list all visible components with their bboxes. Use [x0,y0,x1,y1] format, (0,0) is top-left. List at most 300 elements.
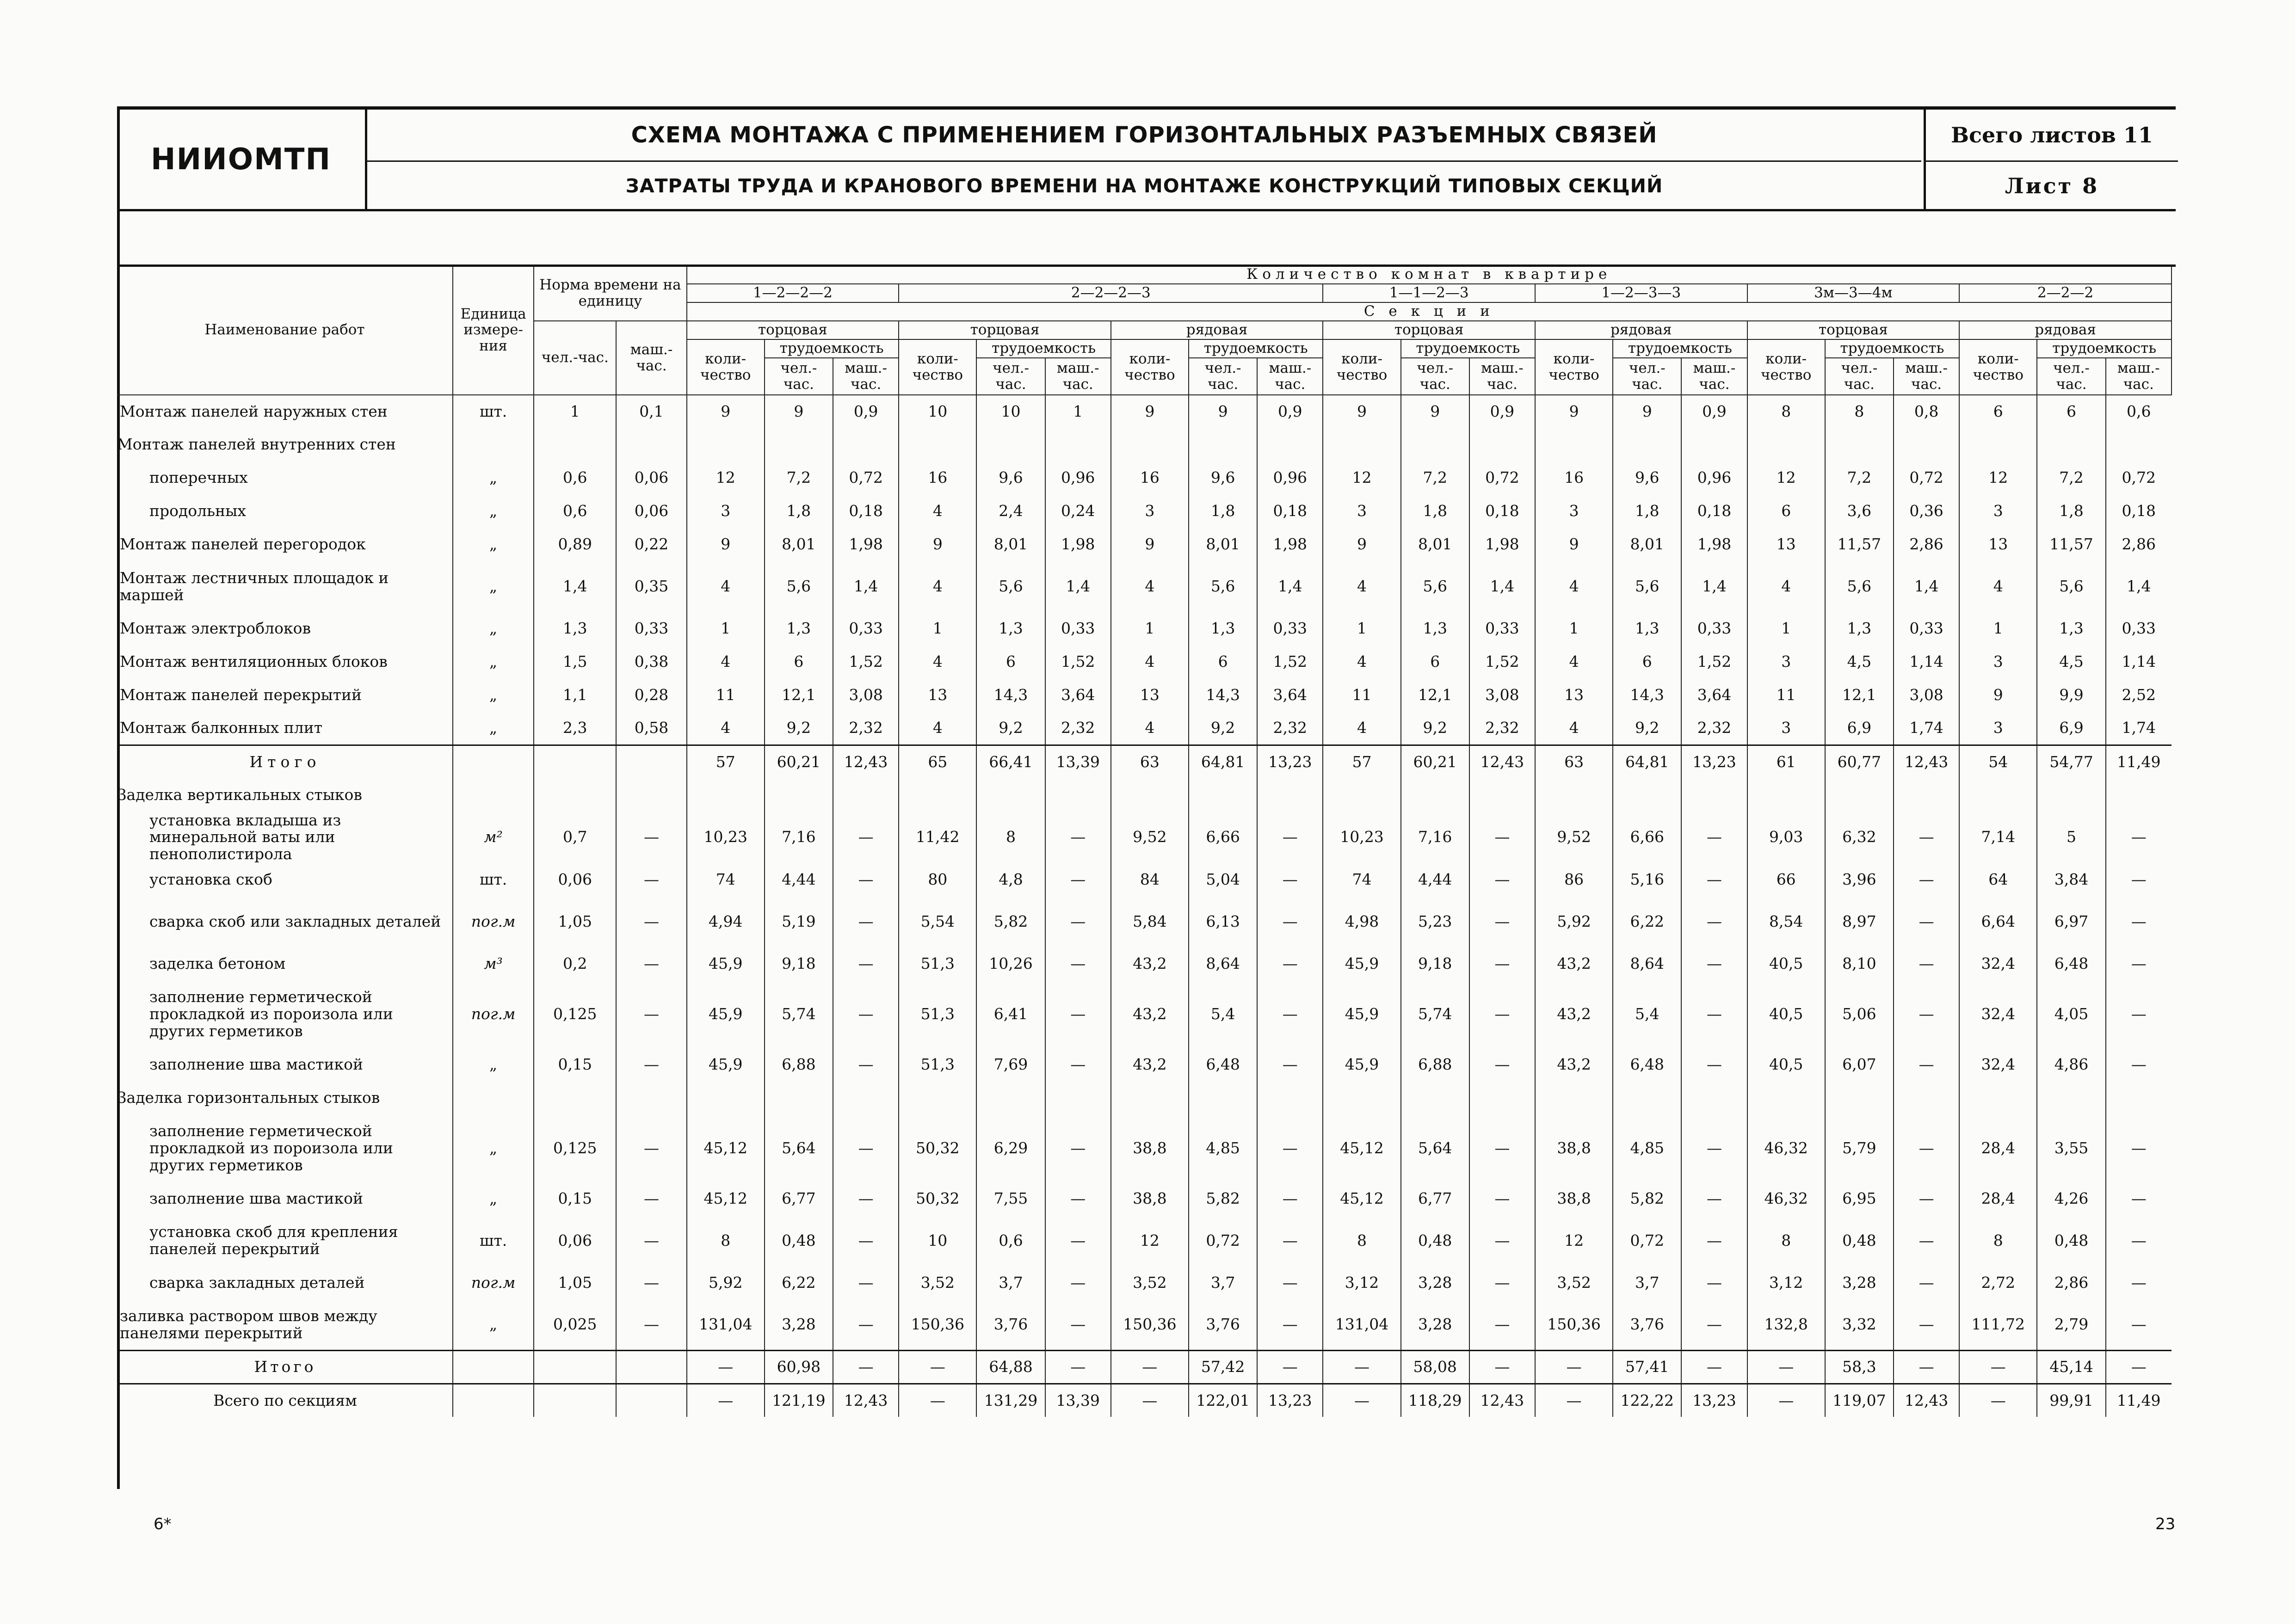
work-name: установка вкладыша из минеральной ваты или пенополистирола [149,812,341,863]
value-cell: 9 [765,395,833,428]
col-work-name: Наименование работ [117,265,453,395]
work-name: заливка раствором швов между панелями перекрытий [120,1306,377,1342]
value-cell: 7,16 [1401,812,1469,863]
work-name: Монтаж панелей внутренних стен [117,435,396,454]
unit [453,745,534,779]
value-cell: 2,32 [1257,712,1323,745]
value-cell: 3 [1959,495,2037,528]
table-row [117,1215,2172,1266]
value-cell: 4,98 [1323,896,1400,947]
man-hours-header: чел.-час. [1825,358,1894,395]
value-cell: — [1045,1299,1111,1350]
value-cell: 8,97 [1825,896,1894,947]
norm-man: 2,3 [534,712,616,745]
value-cell: 1,52 [1469,646,1535,679]
value-cell [1535,1081,1613,1114]
value-cell: — [1045,1350,1111,1384]
norm-man: 0,06 [534,863,616,896]
value-cell: 45,9 [687,947,765,980]
norm-man: 0,6 [534,495,616,528]
man-hours-header: чел.-час. [1613,358,1681,395]
value-cell: 0,9 [1257,395,1323,428]
labor-header: трудоемкость [765,339,899,358]
work-name: Итого [117,1350,453,1384]
value-cell: 12,43 [1894,745,1959,779]
value-cell: 131,04 [687,1299,765,1350]
value-cell: 7,55 [976,1182,1045,1215]
value-cell: 13,23 [1681,745,1747,779]
value-cell: — [1045,1182,1111,1215]
unit: м³ [453,947,534,980]
value-cell: 9,2 [1401,712,1469,745]
sheet-number: Лист 8 [1924,162,2178,210]
value-cell: 5,4 [1613,980,1681,1048]
value-cell [1401,779,1469,812]
unit [453,779,534,812]
value-cell: 3,28 [1401,1299,1469,1350]
value-cell: 7,16 [765,812,833,863]
value-cell: 5,6 [2037,561,2105,612]
value-cell: 6 [1189,646,1257,679]
value-cell: 45,12 [1323,1182,1400,1215]
value-cell: 3,12 [1747,1266,1825,1299]
value-cell: 43,2 [1535,947,1613,980]
value-cell: — [1045,863,1111,896]
value-cell: 9,18 [1401,947,1469,980]
value-cell: 11,42 [899,812,976,863]
value-cell: 9 [1323,395,1400,428]
norm-man: 0,6 [534,461,616,495]
value-cell: 2,86 [2037,1266,2105,1299]
value-cell: — [1894,1299,1959,1350]
value-cell: 9 [899,528,976,561]
value-cell: 4 [899,495,976,528]
value-cell: 43,2 [1535,980,1613,1048]
value-cell [1189,428,1257,461]
value-cell: 3,84 [2037,863,2105,896]
norm-man: 1,05 [534,896,616,947]
value-cell: 51,3 [899,947,976,980]
value-cell: 12 [1747,461,1825,495]
value-cell: — [1257,1266,1323,1299]
value-cell: — [687,1350,765,1384]
value-cell: 1 [1535,612,1613,646]
value-cell: 74 [687,863,765,896]
value-cell: 8,10 [1825,947,1894,980]
norm-man: 0,7 [534,812,616,863]
norm-man: 1,05 [534,1266,616,1299]
value-cell: 5,6 [1189,561,1257,612]
value-cell [1111,428,1189,461]
value-cell: — [2106,1048,2172,1081]
norm-man [534,1350,616,1384]
value-cell: 12,1 [765,679,833,712]
value-cell: 9 [1189,395,1257,428]
value-cell: — [1111,1350,1189,1384]
value-cell: — [1257,1114,1323,1182]
value-cell: 11 [1323,679,1400,712]
value-cell: 5,82 [1613,1182,1681,1215]
value-cell: — [1469,1114,1535,1182]
value-cell: 66 [1747,863,1825,896]
norm-man: 0,025 [534,1299,616,1350]
value-cell: 3,96 [1825,863,1894,896]
value-cell: 4 [1323,561,1400,612]
value-cell: 6 [2037,395,2105,428]
value-cell: 3 [687,495,765,528]
value-cell: 1,3 [1189,612,1257,646]
man-hours-header: чел.-час. [765,358,833,395]
value-cell: 3 [1747,646,1825,679]
value-cell [1323,1081,1400,1114]
value-cell: 6,48 [2037,947,2105,980]
value-cell: 9 [1535,528,1613,561]
value-cell: 6,13 [1189,896,1257,947]
table-row [117,395,2172,428]
value-cell: — [1469,896,1535,947]
value-cell [1469,779,1535,812]
unit: пог.м [453,980,534,1048]
col-norm: Норма времени на единицу [534,265,686,321]
rooms-group: 1—2—3—3 [1535,284,1747,302]
value-cell: 6,64 [1959,896,2037,947]
man-hours-header: чел.-час. [1189,358,1257,395]
value-cell: 63 [1111,745,1189,779]
value-cell [687,779,765,812]
value-cell: 10 [976,395,1045,428]
value-cell: 12 [1323,461,1400,495]
qty-header: коли-чество [687,339,765,395]
value-cell [765,779,833,812]
value-cell: 4,26 [2037,1182,2105,1215]
value-cell: — [2106,1114,2172,1182]
value-cell: — [1045,1215,1111,1266]
value-cell: 0,72 [2106,461,2172,495]
value-cell: 10,23 [1323,812,1400,863]
value-cell: 0,48 [1825,1215,1894,1266]
work-name: заполнение шва мастикой [149,1189,364,1207]
value-cell: — [2106,1215,2172,1266]
work-name: сварка закладных деталей [149,1273,365,1292]
man-hours-header: чел.-час. [976,358,1045,395]
work-name: заделка бетоном [149,954,286,972]
value-cell: 4 [1747,561,1825,612]
norm-machine: — [616,1048,686,1081]
norm-machine: — [616,812,686,863]
value-cell: 5,82 [1189,1182,1257,1215]
value-cell: — [833,863,899,896]
value-cell: 131,29 [976,1384,1045,1417]
labor-header: трудоемкость [976,339,1110,358]
value-cell: 6,66 [1189,812,1257,863]
value-cell [1257,779,1323,812]
section-type: торцовая [1747,321,1960,339]
value-cell: — [1469,1215,1535,1266]
value-cell: 119,07 [1825,1384,1894,1417]
value-cell: 6,9 [1825,712,1894,745]
value-cell: 0,18 [2106,495,2172,528]
value-cell: 12,1 [1825,679,1894,712]
value-cell: 4 [687,646,765,679]
value-cell: 4 [1111,646,1189,679]
value-cell: 3 [1747,712,1825,745]
value-cell: 7,2 [1401,461,1469,495]
value-cell: 3,7 [1613,1266,1681,1299]
value-cell [976,428,1045,461]
work-name: Заделка вертикальных стыков [117,786,362,804]
value-cell: 60,98 [765,1350,833,1384]
value-cell: 2,32 [1045,712,1111,745]
table-row [117,712,2172,745]
table-row [117,1266,2172,1299]
value-cell: 0,33 [1045,612,1111,646]
unit [453,1081,534,1114]
value-cell: 11 [687,679,765,712]
table-row [117,679,2172,712]
value-cell: 40,5 [1747,1048,1825,1081]
machine-hours-header: маш.-час. [1045,358,1111,395]
value-cell [899,779,976,812]
value-cell: 0,9 [1469,395,1535,428]
value-cell: 2,4 [976,495,1045,528]
table-row [117,561,2172,612]
value-cell: 16 [1535,461,1613,495]
value-cell [1257,1081,1323,1114]
value-cell: 132,8 [1747,1299,1825,1350]
value-cell: 4,86 [2037,1048,2105,1081]
value-cell: 57,42 [1189,1350,1257,1384]
value-cell: 3 [1959,712,2037,745]
machine-hours-header: маш.-час. [1681,358,1747,395]
value-cell: 5,82 [976,896,1045,947]
value-cell: 1 [1045,395,1111,428]
value-cell: 5,16 [1613,863,1681,896]
table-row [117,495,2172,528]
value-cell: — [833,1048,899,1081]
value-cell: 1,8 [765,495,833,528]
value-cell [765,1081,833,1114]
section-type: рядовая [1111,321,1323,339]
value-cell [1825,428,1894,461]
value-cell: — [1469,947,1535,980]
value-cell: — [1681,1215,1747,1266]
value-cell [1681,779,1747,812]
norm-machine: — [616,1182,686,1215]
norm-man [534,1384,616,1417]
value-cell: 1,3 [1401,612,1469,646]
value-cell: 1,4 [1894,561,1959,612]
value-cell: 57 [687,745,765,779]
work-name: Монтаж панелей наружных стен [120,402,388,420]
value-cell: 6,77 [765,1182,833,1215]
value-cell: 1,74 [2106,712,2172,745]
value-cell: 3,76 [1613,1299,1681,1350]
value-cell: 0,96 [1257,461,1323,495]
value-cell [687,1081,765,1114]
value-cell: — [1469,1266,1535,1299]
value-cell: 6 [1747,495,1825,528]
value-cell: — [1894,947,1959,980]
value-cell: — [1045,1266,1111,1299]
value-cell: 40,5 [1747,947,1825,980]
value-cell: — [1257,1048,1323,1081]
value-cell: — [1469,1299,1535,1350]
work-name: заполнение шва мастикой [149,1055,364,1073]
table-row [117,612,2172,646]
table-row [117,896,2172,947]
value-cell: 2,52 [2106,679,2172,712]
value-cell: 8 [687,1215,765,1266]
value-cell [1613,428,1681,461]
value-cell: — [2106,1266,2172,1299]
value-cell: 5,74 [1401,980,1469,1048]
value-cell: — [2106,1299,2172,1350]
value-cell: 5,74 [765,980,833,1048]
value-cell: — [1894,1350,1959,1384]
section-type: торцовая [1323,321,1535,339]
value-cell: 5,79 [1825,1114,1894,1182]
col-unit: Единица измере-ния [453,265,534,395]
unit: „ [453,528,534,561]
norm-machine: — [616,863,686,896]
value-cell: 86 [1535,863,1613,896]
norm-man-hours: чел.-час. [534,321,616,395]
value-cell: 9,6 [1613,461,1681,495]
value-cell: 11,49 [2106,1384,2172,1417]
value-cell: 65 [899,745,976,779]
value-cell: 3,08 [1894,679,1959,712]
value-cell: 0,33 [833,612,899,646]
value-cell: 2,72 [1959,1266,2037,1299]
value-cell: 7,2 [765,461,833,495]
value-cell: 8 [1747,1215,1825,1266]
value-cell: — [833,1114,899,1182]
value-cell: 6 [765,646,833,679]
norm-machine [616,1081,686,1114]
value-cell [1959,1081,2037,1114]
work-name: Монтаж лестничных площадок и маршей [120,568,389,604]
norm-machine: — [616,980,686,1048]
total-sheets: Всего листов 11 [1924,110,2178,162]
value-cell: 50,32 [899,1182,976,1215]
value-cell: — [1323,1384,1400,1417]
table-row [117,528,2172,561]
value-cell: 2,79 [2037,1299,2105,1350]
table-row [117,863,2172,896]
value-cell: — [2106,1350,2172,1384]
value-cell: 118,29 [1401,1384,1469,1417]
rooms-group: 3м—3—4м [1747,284,1960,302]
value-cell: — [1045,947,1111,980]
norm-machine [616,779,686,812]
value-cell: — [1257,896,1323,947]
man-hours-header: чел.-час. [1401,358,1469,395]
value-cell: 1 [1323,612,1400,646]
value-cell: 1,14 [2106,646,2172,679]
value-cell: — [1894,1182,1959,1215]
value-cell: 9,52 [1535,812,1613,863]
value-cell: 4 [1535,712,1613,745]
value-cell: 1,8 [1189,495,1257,528]
value-cell: 1,98 [1257,528,1323,561]
value-cell [1401,428,1469,461]
value-cell: 28,4 [1959,1182,2037,1215]
value-cell: 6 [1959,395,2037,428]
labor-header: трудоемкость [1401,339,1535,358]
value-cell: 4,94 [687,896,765,947]
value-cell: 51,3 [899,1048,976,1081]
value-cell: 4,05 [2037,980,2105,1048]
value-cell: 0,72 [1894,461,1959,495]
value-cell: 0,18 [1681,495,1747,528]
value-cell: 57 [1323,745,1400,779]
value-cell [976,779,1045,812]
value-cell: 9 [687,528,765,561]
value-cell [1535,779,1613,812]
value-cell: — [1681,1350,1747,1384]
norm-man: 0,06 [534,1215,616,1266]
value-cell: 3,52 [899,1266,976,1299]
value-cell: 8,01 [976,528,1045,561]
value-cell: 0,36 [1894,495,1959,528]
value-cell: 0,18 [833,495,899,528]
unit [453,1384,534,1417]
value-cell: 1,52 [1257,646,1323,679]
section-type: рядовая [1959,321,2172,339]
unit: „ [453,612,534,646]
section-type: торцовая [899,321,1111,339]
norm-machine: — [616,1215,686,1266]
value-cell: — [1257,1215,1323,1266]
work-name: продольных [149,502,246,520]
value-cell: 10,26 [976,947,1045,980]
value-cell: 3,64 [1681,679,1747,712]
value-cell: — [833,980,899,1048]
value-cell: 12,43 [1469,1384,1535,1417]
work-name: Всего по секциям [213,1391,357,1409]
table-row [117,1081,2172,1114]
value-cell: — [1045,1114,1111,1182]
value-cell [2106,428,2172,461]
value-cell: — [833,812,899,863]
value-cell [1401,1081,1469,1114]
value-cell: 3,6 [1825,495,1894,528]
unit: шт. [453,863,534,896]
table-row [117,428,2172,461]
value-cell: 64,88 [976,1350,1045,1384]
work-name: поперечных [149,468,248,487]
unit: „ [453,561,534,612]
value-cell: 1,4 [1257,561,1323,612]
work-name: Монтаж электроблоков [120,619,311,638]
value-cell [1189,779,1257,812]
value-cell: 6,88 [765,1048,833,1081]
value-cell: 74 [1323,863,1400,896]
value-cell: 6,29 [976,1114,1045,1182]
value-cell: 58,08 [1401,1350,1469,1384]
value-cell: 80 [899,863,976,896]
value-cell: 5,64 [765,1114,833,1182]
value-cell: 3,76 [976,1299,1045,1350]
value-cell: 13,39 [1045,1384,1111,1417]
value-cell: 60,21 [765,745,833,779]
norm-machine: 0,1 [616,395,686,428]
norm-machine: 0,28 [616,679,686,712]
value-cell: 3,28 [1401,1266,1469,1299]
man-hours-header: чел.-час. [2037,358,2105,395]
value-cell: 38,8 [1111,1182,1189,1215]
value-cell [1613,1081,1681,1114]
